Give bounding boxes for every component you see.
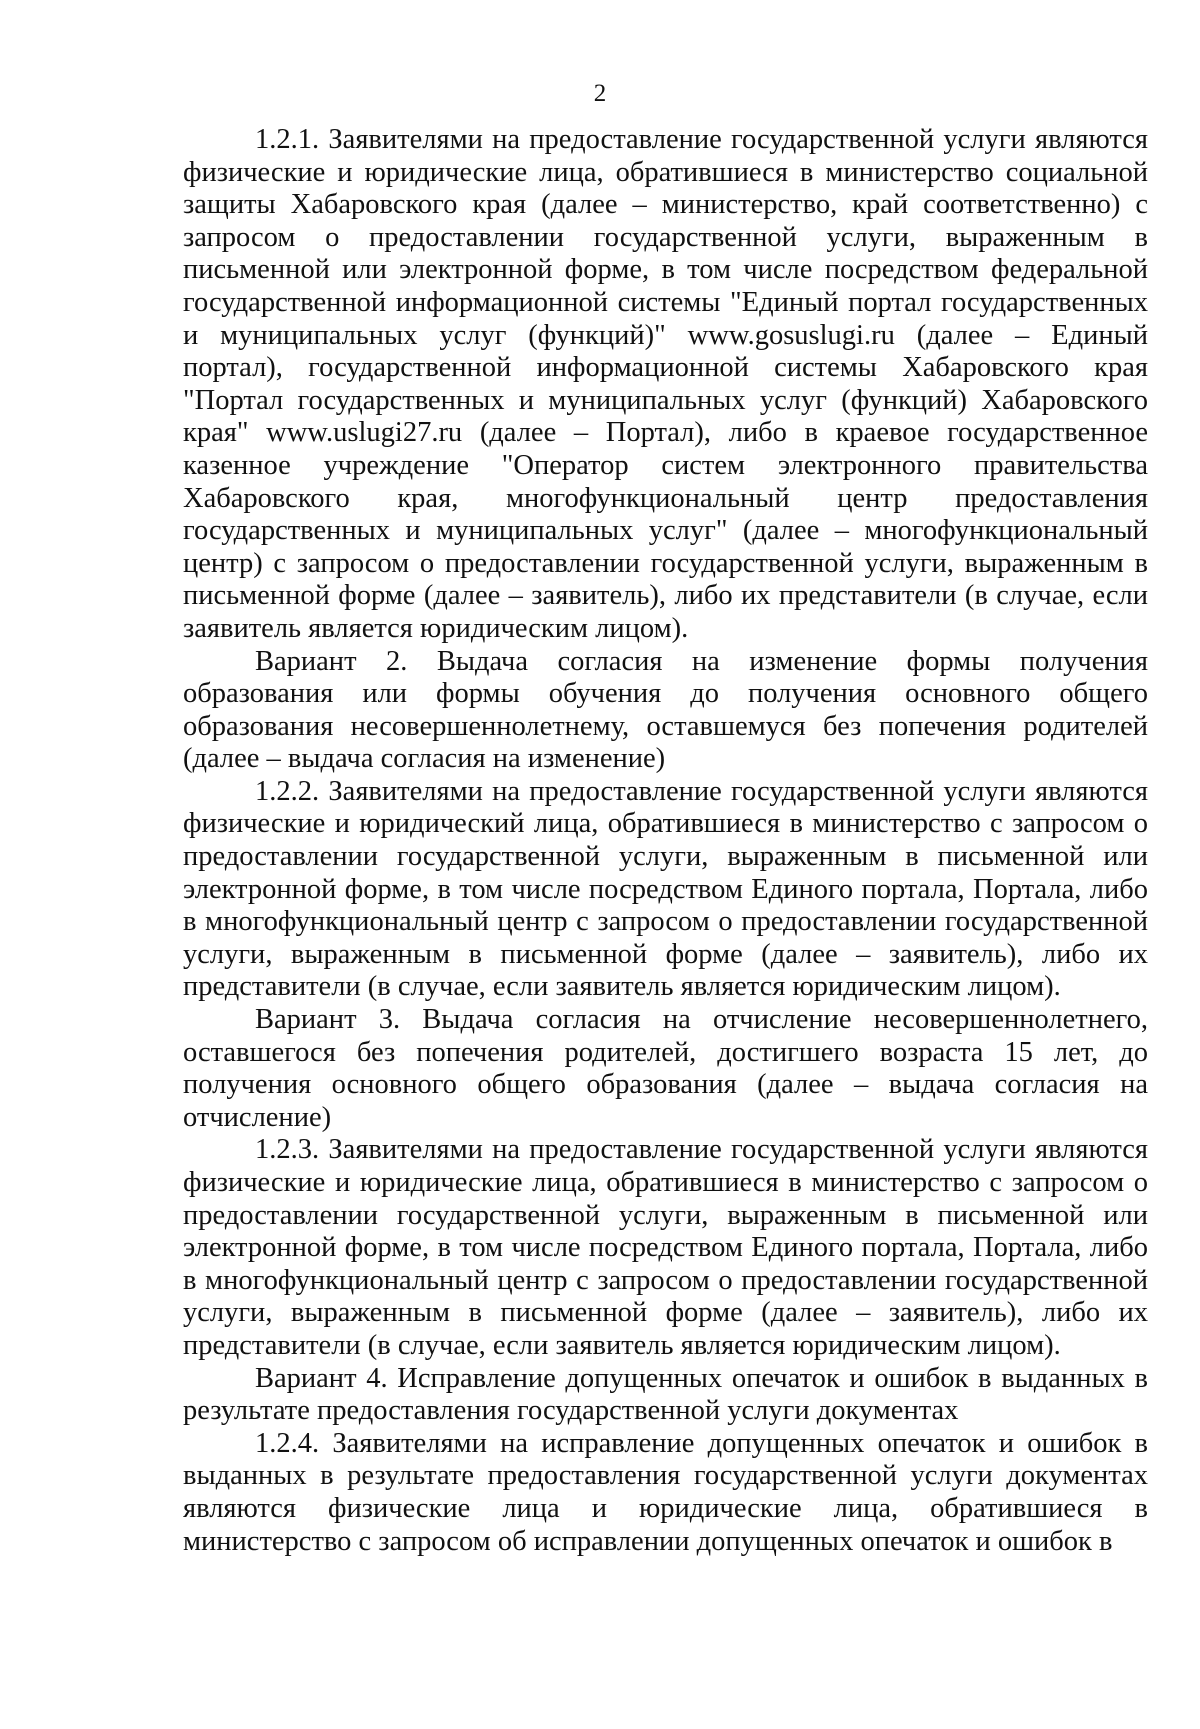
document-body bbox=[183, 124, 1148, 1558]
paragraph-variant-4: Вариант 4. Исправление допущенных опечаток и ошибок в выданных в результате предоставления государственной услуги документах bbox=[183, 1362, 1148, 1427]
paragraph-1-2-1: 1.2.1. Заявителями на предоставление государственной услуги являются физические и юридические лица, обратившиеся в министерство социальной защиты Хабаровского края (далее – министерство, край соответственно) с запросом о предоставлении государственной услуги, выраженным в письменной или электронной форме, в том числе посредством федеральной государственной информационной системы "Единый портал государственных и муниципальных услуг (функций)" www.gosuslugi.ru (далее – Единый портал), государственной информационной системы Хабаровского края "Портал государственных и муниципальных услуг (функций) Хабаровского края" www.uslugi27.ru (далее – Портал), либо в краевое государственное казенное учреждение "Оператор систем электронного правительства Хабаровского края, многофункциональный центр предоставления государственных и муниципальных услуг" (далее – многофункциональный центр) с запросом о предоставлении государственной услуги, выраженным в письменной форме (далее – заявитель), либо их представители (в случае, если заявитель является юридическим лицом). bbox=[183, 124, 1148, 644]
page-number: 2 bbox=[593, 80, 607, 107]
paragraph-1-2-3: 1.2.3. Заявителями на предоставление государственной услуги являются физические и юридические лица, обратившиеся в министерство с запросом о предоставлении государственной услуги, выраженным в письменной или электронной форме, в том числе посредством Единого портала, Портала, либо в многофункциональный центр с запросом о предоставлении государственной услуги, выраженным в письменной форме (далее – заявитель), либо их представители (в случае, если заявитель является юридическим лицом). bbox=[183, 1134, 1148, 1361]
paragraph-variant-3: Вариант 3. Выдача согласия на отчисление несовершеннолетнего, оставшегося без попечения родителей, достигшего возраста 15 лет, до получения основного общего образования (далее – выдача согласия на отчисление) bbox=[183, 1004, 1148, 1133]
paragraph-1-2-2: 1.2.2. Заявителями на предоставление государственной услуги являются физические и юридический лица, обратившиеся в министерство с запросом о предоставлении государственной услуги, выраженным в письменной или электронной форме, в том числе посредством Единого портала, Портала, либо в многофункциональный центр с запросом о предоставлении государственной услуги, выраженным в письменной форме (далее – заявитель), либо их представители (в случае, если заявитель является юридическим лицом). bbox=[183, 775, 1148, 1003]
paragraph-1-2-4: 1.2.4. Заявителями на исправление допущенных опечаток и ошибок в выданных в результате предоставления государственной услуги документах являются физические лица и юридические лица, обратившиеся в министерство с запросом об исправлении допущенных опечаток и ошибок в bbox=[183, 1427, 1148, 1557]
paragraph-variant-2: Вариант 2. Выдача согласия на изменение формы получения образования или формы обучения до получения основного общего образования несовершеннолетнему, оставшемуся без попечения родителей (далее – выдача согласия на изменение) bbox=[183, 645, 1148, 775]
